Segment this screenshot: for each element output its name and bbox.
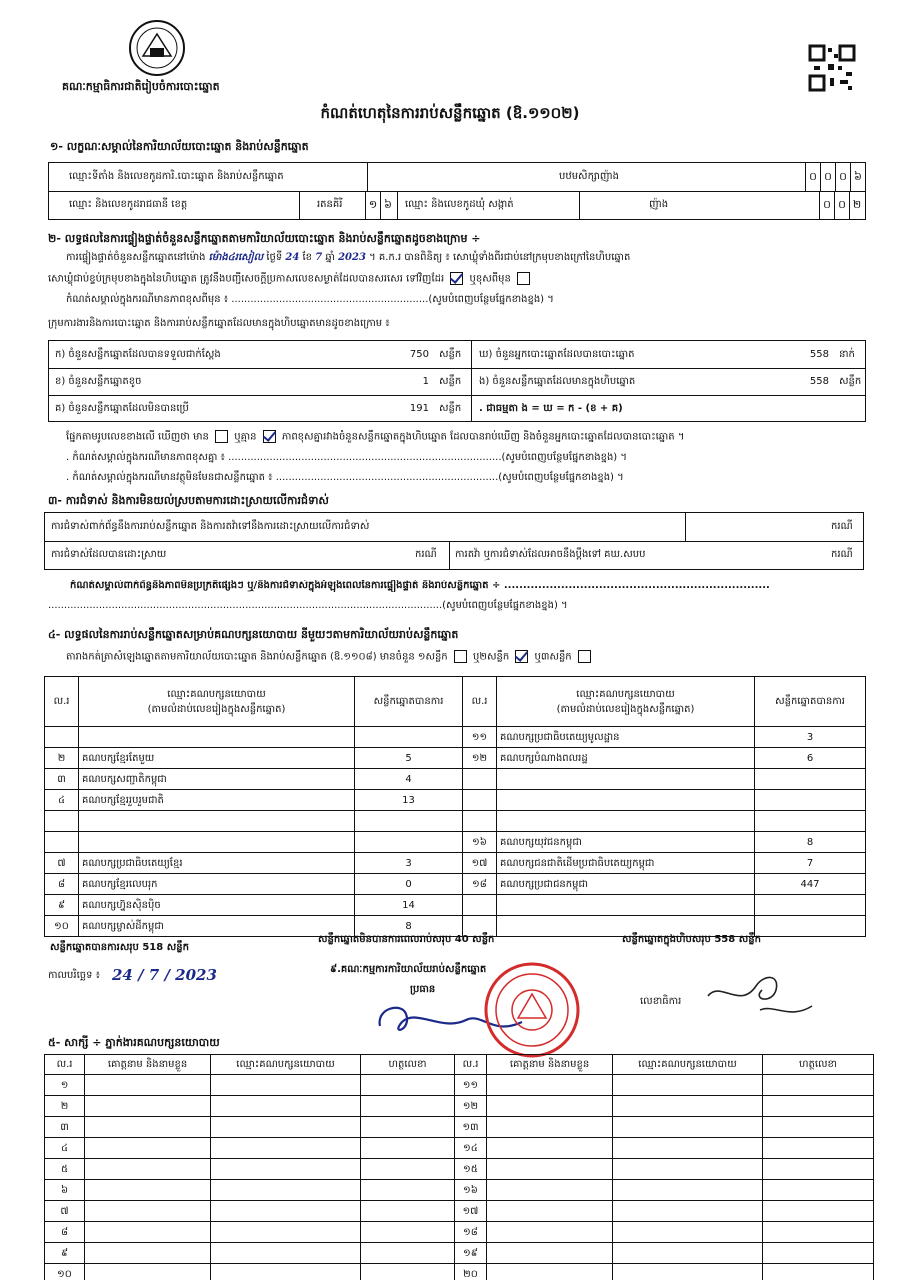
right-col-no-header: ល.រ (463, 677, 497, 727)
left-party-votes (355, 811, 463, 832)
witness-right-party[interactable] (613, 1117, 763, 1138)
witness-left-party[interactable] (211, 1159, 361, 1180)
total-in-box: សន្លឹកឆ្នោតក្នុងហិបសរុប 558 សន្លឹក (622, 934, 761, 945)
witness-left-sign[interactable] (361, 1138, 455, 1159)
right-party-name (497, 811, 755, 832)
witness-right-sign[interactable] (763, 1180, 874, 1201)
party-result-row (45, 790, 866, 811)
witness-left-name[interactable] (85, 1180, 211, 1201)
left-party-votes: 8 (355, 916, 463, 937)
party-result-row (45, 748, 866, 769)
witness-right-name-header: គោត្តនាម និងនាមខ្លួន (487, 1055, 613, 1075)
irregularity-note: កំណត់សម្គាល់ពាក់ព័ន្ធនឹងភាពមិនប្រក្រតីផ្សេងៗ ឬ/និងការជំទាស់ក្នុងអំឡុងពេលនៃការផ្ទៀងផ្ទាត់ និងរាប់សន្លឹកឆ្នោត ÷ ...................................................................... (70, 580, 770, 591)
spoiled-label: ខ) ចំនួនសន្លឹកឆ្នោតខូច (55, 376, 142, 387)
left-party-no: ៩ (45, 895, 79, 916)
left-party-no: ៨ (45, 874, 79, 895)
received-value: 750 (409, 349, 429, 360)
witness-right-name[interactable] (487, 1138, 613, 1159)
witness-row (45, 1201, 874, 1222)
witness-left-party[interactable] (211, 1222, 361, 1243)
in-box-unit: សន្លឹក (839, 376, 862, 387)
witness-left-no: ៧ (45, 1201, 85, 1222)
province-name: រតនគិរី (317, 199, 343, 210)
witness-right-no: ១៧ (455, 1201, 487, 1222)
right-party-name (497, 895, 755, 916)
witness-right-name[interactable] (487, 1222, 613, 1243)
left-party-no: ៣ (45, 769, 79, 790)
left-party-no: ៤ (45, 790, 79, 811)
section-4-heading: ៤- លទ្ធផលនៃការរាប់សន្លឹកឆ្នោតសម្រាប់គណបក្សនយោបាយ នីមួយៗតាមការិយាល័យរាប់សន្លឹកឆ្នោត (48, 628, 459, 641)
right-party-no (463, 811, 497, 832)
party-result-row (45, 895, 866, 916)
irregularity-note-tail: ............................................................................................................................(សូមបំពេញបន្ថែមផ្នែកខាងខ្នង) ។ (48, 600, 568, 611)
witness-row (45, 1243, 874, 1264)
witness-right-name[interactable] (487, 1180, 613, 1201)
in-box-value: 558 (809, 376, 829, 387)
right-party-votes (755, 916, 866, 937)
committee-label: ៩.គណៈកម្មការការិយាល័យរាប់សន្លឹកឆ្នោត (330, 964, 487, 975)
right-party-no (463, 769, 497, 790)
left-party-votes: 13 (355, 790, 463, 811)
tally-sheet-count-line: តារាងកត់ត្រាសំឡេងឆ្នោតតាមការិយាល័យបោះឆ្នោត និងរាប់សន្លឹកឆ្នោត (ឱ.១១០៨) មានចំនួន ១សន្លឹក ឬ២សន្លឹក ឬ៣សន្លឹក (66, 650, 594, 664)
left-party-votes: 3 (355, 853, 463, 874)
witness-right-sign[interactable] (763, 1264, 874, 1280)
witness-right-sign[interactable] (763, 1117, 874, 1138)
witness-left-party[interactable] (211, 1075, 361, 1096)
witness-left-sign[interactable] (361, 1117, 455, 1138)
unused-label: គ) ចំនួនសន្លឹកឆ្នោតដែលមិនបានប្រើ (55, 403, 189, 414)
witness-right-sign[interactable] (763, 1138, 874, 1159)
left-party-name (79, 727, 355, 748)
left-party-no (45, 832, 79, 853)
total-invalid: សន្លឹកឆ្នោតមិនបានការពេលរាប់សរុប 40 សន្លឹក (318, 934, 495, 945)
polling-station-label: ឈ្មោះទីតាំង និងលេខកូដការិ.បោះឆ្នោត និងរាប់សន្លឹកឆ្នោត (69, 171, 284, 182)
witness-left-sign[interactable] (361, 1159, 455, 1180)
witness-row (45, 1159, 874, 1180)
witness-right-no: ១៦ (455, 1180, 487, 1201)
left-party-votes: 0 (355, 874, 463, 895)
section-1-heading: ១- លក្ខណៈសម្គាល់នៃការិយាល័យបោះឆ្នោត និងរាប់សន្លឹកឆ្នោត (50, 140, 309, 153)
witness-right-party[interactable] (613, 1075, 763, 1096)
left-party-no: ២ (45, 748, 79, 769)
one-sheet-checkbox[interactable] (454, 650, 467, 663)
party-result-row (45, 769, 866, 790)
right-col-party-header: ឈ្មោះគណបក្សនយោបាយ (តាមលំដាប់លេខរៀងក្នុងសន្លឹកឆ្នោត) (497, 677, 755, 727)
handwritten-month: 7 (315, 252, 323, 263)
right-party-votes: 8 (755, 832, 866, 853)
left-col-votes-header: សន្លឹកឆ្នោតបានការ (355, 677, 463, 727)
right-party-votes: 7 (755, 853, 866, 874)
right-party-votes (755, 769, 866, 790)
witness-left-party[interactable] (211, 1096, 361, 1117)
formula: . ជាធម្មតា ង = ឃ = ក - (ខ + គ) (479, 403, 623, 414)
witness-table (44, 1054, 874, 1280)
witness-right-sign[interactable] (763, 1201, 874, 1222)
national-committee-logo (128, 18, 186, 78)
witness-left-name[interactable] (85, 1201, 211, 1222)
witness-left-party[interactable] (211, 1243, 361, 1264)
two-sheets-checkbox[interactable] (515, 650, 528, 663)
left-party-name (79, 832, 355, 853)
left-party-name (79, 811, 355, 832)
witness-right-name[interactable] (487, 1096, 613, 1117)
seal-different-checkbox[interactable] (517, 272, 530, 285)
witness-right-sign-header: ហត្ថលេខា (763, 1055, 874, 1075)
witness-left-sign[interactable] (361, 1096, 455, 1117)
right-party-votes: 447 (755, 874, 866, 895)
witness-left-no: ៣ (45, 1117, 85, 1138)
witness-left-name[interactable] (85, 1117, 211, 1138)
witness-right-name[interactable] (487, 1075, 613, 1096)
secretary-signature (700, 960, 820, 1030)
witness-right-no: ១៥ (455, 1159, 487, 1180)
commune-code: ០ ០ ២ (819, 191, 864, 219)
left-party-name: គណបក្សម្ចាស់ដីកម្ពុជា (79, 916, 355, 937)
section-2-heading: ២- លទ្ធផលនៃការផ្ទៀងផ្ទាត់ចំនួនសន្លឹកឆ្នោតតាមការិយាល័យបោះឆ្នោត និងរាប់សន្លឹកឆ្នោតដូចខាងក្រោម ÷ (48, 232, 481, 245)
right-party-no (463, 790, 497, 811)
witness-right-party[interactable] (613, 1264, 763, 1280)
seal-difference-note: កំណត់សម្គាល់ក្នុងករណីមានភាពខុសពីមុន ៖ ..............................................................(សូមបំពេញបន្ថែមផ្នែកខាងខ្នង) ។ (66, 294, 554, 305)
witness-left-party[interactable] (211, 1264, 361, 1280)
handwritten-year: 2023 (338, 252, 366, 263)
foreign-object-note: . កំណត់សម្គាល់ក្នុងករណីមានវត្ថុមិនមែនជាសន្លឹកឆ្នោត ៖ ......................................................................(សូមបំពេញបន្ថែមផ្នែកខាងខ្នង) ។ (66, 472, 624, 483)
left-party-name: គណបក្សខ្មែរតែមួយ (79, 748, 355, 769)
left-party-votes (355, 727, 463, 748)
left-party-votes: 14 (355, 895, 463, 916)
witness-row (45, 1222, 874, 1243)
witness-left-party[interactable] (211, 1138, 361, 1159)
seal-matches-checkbox[interactable] (450, 272, 463, 285)
witness-header (45, 1055, 874, 1075)
witness-left-no: ២ (45, 1096, 85, 1117)
left-party-no: ៧ (45, 853, 79, 874)
right-party-no (463, 895, 497, 916)
party-result-row (45, 811, 866, 832)
objection-unit: ករណី (831, 521, 853, 532)
witness-left-sign[interactable] (361, 1222, 455, 1243)
witness-right-name[interactable] (487, 1159, 613, 1180)
witness-right-sign[interactable] (763, 1096, 874, 1117)
section-1-table (48, 162, 866, 220)
witness-right-name[interactable] (487, 1201, 613, 1222)
unused-value: 191 (409, 403, 429, 414)
left-party-votes: 5 (355, 748, 463, 769)
handwritten-hour: ម៉ោង៤រសៀល (208, 252, 264, 263)
witness-left-sign[interactable] (361, 1264, 455, 1280)
witness-right-no-header: ល.រ (455, 1055, 487, 1075)
spoiled-value: 1 (422, 376, 429, 387)
date-label: កាលបរិច្ឆេទ ៖ (48, 970, 101, 981)
witness-row (45, 1138, 874, 1159)
right-party-no: ១១ (463, 727, 497, 748)
witness-right-party[interactable] (613, 1180, 763, 1201)
party-results-table (44, 676, 866, 937)
witness-left-no: ៩ (45, 1243, 85, 1264)
left-party-name: គណបក្សហ្វ៊ុនស៊ិនប៉ិច (79, 895, 355, 916)
discrepancy-no-checkbox[interactable] (263, 430, 276, 443)
witness-left-sign[interactable] (361, 1180, 455, 1201)
voters-label: ឃ) ចំនួនអ្នកបោះឆ្នោតដែលបានបោះឆ្នោត (479, 349, 635, 360)
witness-row (45, 1264, 874, 1280)
spoiled-unit: សន្លឹក (439, 376, 462, 387)
party-results-header (45, 677, 866, 727)
witness-left-sign[interactable] (361, 1201, 455, 1222)
secretary-label: លេខាធិការ (640, 996, 682, 1007)
handwritten-day: 24 (285, 252, 300, 263)
witness-left-name[interactable] (85, 1096, 211, 1117)
unused-unit: សន្លឹក (439, 403, 462, 414)
witness-left-name[interactable] (85, 1222, 211, 1243)
party-result-row (45, 874, 866, 895)
right-party-no: ១៦ (463, 832, 497, 853)
witness-right-no: ១២ (455, 1096, 487, 1117)
section-3-heading: ៣- ការជំទាស់ និងការមិនយល់ស្របតាមការដោះស្រាយលើការជំទាស់ (48, 494, 329, 507)
received-unit: សន្លឹក (439, 349, 462, 360)
witness-right-party[interactable] (613, 1138, 763, 1159)
right-party-no: ១៨ (463, 874, 497, 895)
discrepancy-yes-checkbox[interactable] (215, 430, 228, 443)
right-party-votes (755, 811, 866, 832)
total-valid: សន្លឹកឆ្នោតបានការសរុប 518 សន្លឹក (50, 942, 189, 953)
province-label: ឈ្មោះ និងលេខកូដរាជធានី ខេត្ត (69, 199, 188, 210)
witness-left-name[interactable] (85, 1075, 211, 1096)
in-box-label: ង) ចំនួនសន្លឹកឆ្នោតដែលមានក្នុងហិបឆ្នោត (479, 376, 636, 387)
chair-label: ប្រធាន (410, 984, 436, 995)
witness-right-name[interactable] (487, 1264, 613, 1280)
right-party-votes (755, 790, 866, 811)
witness-right-party[interactable] (613, 1201, 763, 1222)
right-party-name: គណបក្សជនជាតិដើមប្រជាធិបតេយ្យកម្ពុជា (497, 853, 755, 874)
left-party-no (45, 811, 79, 832)
party-result-row (45, 832, 866, 853)
party-result-row (45, 727, 866, 748)
right-party-votes: 3 (755, 727, 866, 748)
discrepancy-note: . កំណត់សម្គាល់ក្នុងករណីមានភាពខុសគ្នា ៖ ......................................................................................(សូមបំពេញបន្ថែមផ្នែកខាងខ្នង) ។ (66, 452, 627, 463)
org-name: គណៈកម្មាធិការជាតិរៀបចំការបោះឆ្នោត (62, 80, 220, 93)
objection-table (44, 512, 864, 570)
appeal-unit: ករណី (831, 549, 853, 560)
witness-left-party[interactable] (211, 1180, 361, 1201)
objection-row-label: ការជំទាស់ពាក់ព័ន្ធនឹងការរាប់សន្លឹកឆ្នោត និងការតវ៉ាទៅនឹងការដោះស្រាយលើការជំទាស់ (51, 521, 370, 532)
right-party-name: គណបក្សបំណាងពលរដ្ឋ (497, 748, 755, 769)
witness-right-no: ១៤ (455, 1138, 487, 1159)
right-party-no: ១៧ (463, 853, 497, 874)
right-party-name: គណបក្សប្រជាធិបតេយ្យមូលដ្ឋាន (497, 727, 755, 748)
qr-code-icon (808, 44, 856, 92)
witness-row (45, 1117, 874, 1138)
witness-right-party[interactable] (613, 1243, 763, 1264)
witness-right-sign[interactable] (763, 1159, 874, 1180)
witness-left-sign[interactable] (361, 1243, 455, 1264)
witness-right-name[interactable] (487, 1117, 613, 1138)
witness-left-no: ១០ (45, 1264, 85, 1280)
witness-right-party-header: ឈ្មោះគណបក្សនយោបាយ (613, 1055, 763, 1075)
left-party-no (45, 727, 79, 748)
commune-label: ឈ្មោះ និងលេខកូដឃុំ សង្កាត់ (405, 199, 514, 210)
form-title: កំណត់ហេតុនៃការរាប់សន្លឹកឆ្នោត (ឱ.១១០២) (320, 104, 580, 122)
witness-left-name[interactable] (85, 1159, 211, 1180)
witness-right-no: ១៨ (455, 1222, 487, 1243)
resolved-objection-unit: ករណី (415, 549, 437, 560)
witness-right-sign[interactable] (763, 1222, 874, 1243)
commune-name: ញ៉ាង (649, 199, 669, 210)
party-result-row (45, 853, 866, 874)
witness-right-party[interactable] (613, 1222, 763, 1243)
witness-left-no: ៤ (45, 1138, 85, 1159)
witness-left-no: ៨ (45, 1222, 85, 1243)
left-party-votes (355, 832, 463, 853)
voters-value: 558 (809, 349, 829, 360)
witness-row (45, 1096, 874, 1117)
witness-right-no: ១៣ (455, 1117, 487, 1138)
witness-left-name-header: គោត្តនាម និងនាមខ្លួន (85, 1055, 211, 1075)
right-party-name (497, 769, 755, 790)
left-party-no: ១០ (45, 916, 79, 937)
witness-right-party[interactable] (613, 1159, 763, 1180)
polling-station-name: បឋមសិក្សាញ៉ាង (559, 171, 619, 182)
polling-station-code: ០ ០ ០ ៦ (805, 163, 865, 191)
right-party-name (497, 790, 755, 811)
witness-left-sign-header: ហត្ថលេខា (361, 1055, 455, 1075)
witness-left-no-header: ល.រ (45, 1055, 85, 1075)
ballot-count-table (48, 340, 866, 422)
resolved-objection-label: ការជំទាស់ដែលបានដោះស្រាយ (51, 549, 167, 560)
witness-right-sign[interactable] (763, 1075, 874, 1096)
right-party-votes (755, 895, 866, 916)
section-5-heading: ៥- សាក្សី ÷ ភ្នាក់ងារគណបក្សនយោបាយ (48, 1036, 220, 1049)
witness-row (45, 1075, 874, 1096)
witness-left-party[interactable] (211, 1117, 361, 1138)
handwritten-date: 24 / 7 / 2023 (112, 966, 217, 984)
left-col-party-header: ឈ្មោះគណបក្សនយោបាយ (តាមលំដាប់លេខរៀងក្នុងសន្លឹកឆ្នោត) (79, 677, 355, 727)
witness-left-name[interactable] (85, 1264, 211, 1280)
witness-right-no: ២០ (455, 1264, 487, 1280)
appeal-label: ការតវ៉ា ឬការជំទាស់ដែលអាចនឹងប្តឹងទៅ គឃ.សបប (455, 549, 646, 560)
count-intro: ក្រុមការងារនិងការបោះឆ្នោត និងការរាប់សន្លឹកឆ្នោតដែលមានក្នុងហិបឆ្នោតមានដូចខាងក្រោម ៖ (48, 318, 390, 329)
right-col-votes-header: សន្លឹកឆ្នោតបានការ (755, 677, 866, 727)
witness-right-party[interactable] (613, 1096, 763, 1117)
witness-left-no: ១ (45, 1075, 85, 1096)
witness-row (45, 1180, 874, 1201)
voters-unit: នាក់ (839, 349, 855, 360)
three-sheets-checkbox[interactable] (578, 650, 591, 663)
left-party-name: គណបក្សប្រជាធិបតេយ្យខ្មែរ (79, 853, 355, 874)
discrepancy-check-line: ផ្នែកតាមរូបលេខខាងលើ ឃើញថា មាន ឬគ្មាន ភាពខុសគ្នារវាងចំនួនសន្លឹកឆ្នោតក្នុងហិបឆ្នោត ដែលបានរាប់ឃើញ និងចំនួនអ្នកបោះឆ្នោតដែលបានបោះឆ្នោត ។ (66, 431, 685, 443)
witness-right-no: ១៩ (455, 1243, 487, 1264)
right-party-no: ១២ (463, 748, 497, 769)
official-stamp (482, 960, 582, 1060)
witness-left-party-header: ឈ្មោះគណបក្សនយោបាយ (211, 1055, 361, 1075)
seal-check-line: សោឃ្លុំជាប់ខ្ទប់ក្រមុបខាងក្នុងនៃហិបឆ្នោត ត្រូវនឹងបញ្ជីសេចក្តីប្រកាសលេខសម្ងាត់ដែលបានសរសេរ ទៅវិញដែរ ឬខុសពីមុន (48, 272, 533, 286)
witness-left-no: ៥ (45, 1159, 85, 1180)
right-party-name: គណបក្សប្រជាជនកម្ពុជា (497, 874, 755, 895)
left-party-name: គណបក្សសញ្ជាតិកម្ពុជា (79, 769, 355, 790)
witness-right-sign[interactable] (763, 1243, 874, 1264)
province-code: ១ ៦ (365, 191, 395, 219)
left-party-votes: 4 (355, 769, 463, 790)
left-party-name: គណបក្សខ្មែរលេបរុក (79, 874, 355, 895)
witness-left-sign[interactable] (361, 1075, 455, 1096)
witness-right-name[interactable] (487, 1243, 613, 1264)
right-party-name: គណបក្សយុវជនកម្ពុជា (497, 832, 755, 853)
witness-left-name[interactable] (85, 1243, 211, 1264)
witness-right-no: ១១ (455, 1075, 487, 1096)
witness-left-name[interactable] (85, 1138, 211, 1159)
left-party-name: គណបក្សខ្មែររួបរួមជាតិ (79, 790, 355, 811)
received-label: ក) ចំនួនសន្លឹកឆ្នោតដែលបានទទួលជាក់ស្តែង (55, 349, 221, 360)
left-col-no-header: ល.រ (45, 677, 79, 727)
verification-time-line: ការផ្ទៀងផ្ទាត់ចំនួនសន្លឹកឆ្នោតនៅម៉ោង ម៉ោង៤រសៀល ថ្ងៃទី 24 ខែ 7 ឆ្នាំ 2023 ។ គ.ក.រ បានពិនិត្យ ៖ សោឃ្លុំទាំងពីរជាប់នៅក្រមុបខាងក្រៅនៃហិបឆ្នោត (66, 252, 631, 263)
right-party-votes: 6 (755, 748, 866, 769)
witness-left-no: ៦ (45, 1180, 85, 1201)
witness-left-party[interactable] (211, 1201, 361, 1222)
